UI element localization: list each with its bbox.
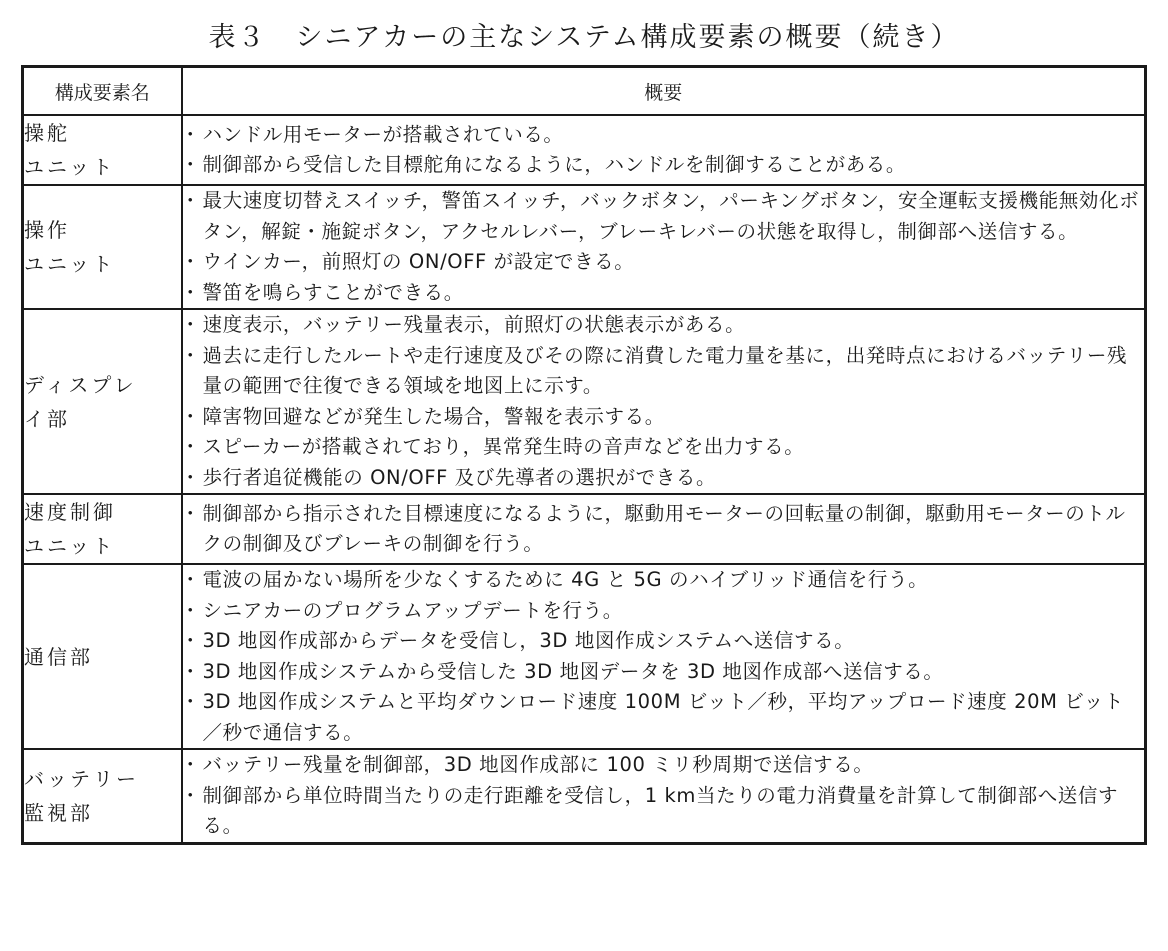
list-item: ・ 警笛を鳴らすことができる。 — [183, 278, 1145, 309]
system-components-table — [21, 65, 1147, 845]
table-row — [23, 115, 1146, 185]
list-item: ・ 3D 地図作成部からデータを受信し，3D 地図作成システムへ送信する。 — [183, 626, 1145, 657]
list-item: ・ 障害物回避などが発生した場合，警報を表示する。 — [183, 402, 1145, 433]
table-caption: 表３ シニアカーの主なシステム構成要素の概要（続き） — [208, 22, 960, 53]
list-item: ・ スピーカーが搭載されており，異常発生時の音声などを出力する。 — [183, 432, 1145, 463]
table-row — [23, 749, 1146, 843]
component-overview — [182, 115, 1146, 185]
list-item: ・ 制御部から指示された目標速度になるように，駆動用モーターの回転量の制御，駆動用モーターのトルクの制御及びブレーキの制御を行う。 — [183, 499, 1145, 560]
list-item: ・ 制御部から受信した目標舵角になるように，ハンドルを制御することがある。 — [183, 150, 1145, 181]
component-name: バッテリー 監視部 — [23, 749, 182, 843]
component-name: 速度制御 ユニット — [23, 494, 182, 564]
table-row — [23, 564, 1146, 749]
component-name: ディスプレ イ部 — [23, 309, 182, 494]
component-name: 通信部 — [23, 564, 182, 749]
list-item: ・ 速度表示，バッテリー残量表示，前照灯の状態表示がある。 — [183, 310, 1145, 341]
table-row — [23, 185, 1146, 309]
component-overview — [182, 749, 1146, 843]
list-item: ・ ハンドル用モーターが搭載されている。 — [183, 120, 1145, 151]
list-item: ・ 過去に走行したルートや走行速度及びその際に消費した電力量を基に，出発時点におけるバッテリー残量の範囲で往復できる領域を地図上に示す。 — [183, 341, 1145, 402]
list-item: ・ バッテリー残量を制御部，3D 地図作成部に 100 ミリ秒周期で送信する。 — [183, 750, 1145, 781]
list-item: ・ 最大速度切替えスイッチ，警笛スイッチ，バックボタン，パーキングボタン，安全運転支援機能無効化ボタン，解錠・施錠ボタン，アクセルレバー，ブレーキレバーの状態を取得し，制御部へ送信する。 — [183, 186, 1145, 247]
list-item: ・ 制御部から単位時間当たりの走行距離を受信し，1 km当たりの電力消費量を計算して制御部へ送信する。 — [183, 781, 1145, 842]
component-name: 操舵 ユニット — [23, 115, 182, 185]
table-row — [23, 309, 1146, 494]
list-item: ・ ウインカー，前照灯の ON/OFF が設定できる。 — [183, 247, 1145, 278]
list-item: ・ 3D 地図作成システムと平均ダウンロード速度 100M ビット／秒，平均アップロード速度 20M ビット／秒で通信する。 — [183, 687, 1145, 748]
list-item: ・ 歩行者追従機能の ON/OFF 及び先導者の選択ができる。 — [183, 463, 1145, 494]
component-overview — [182, 309, 1146, 494]
list-item: ・ 電波の届かない場所を少なくするために 4G と 5G のハイブリッド通信を行う。 — [183, 565, 1145, 596]
component-overview — [182, 185, 1146, 309]
component-name: 操作 ユニット — [23, 185, 182, 309]
component-overview — [182, 564, 1146, 749]
list-item: ・ シニアカーのプログラムアップデートを行う。 — [183, 596, 1145, 627]
list-item: ・ 3D 地図作成システムから受信した 3D 地図データを 3D 地図作成部へ送信する。 — [183, 657, 1145, 688]
table-row — [23, 494, 1146, 564]
header-row — [23, 67, 1146, 116]
header-component-name: 構成要素名 — [23, 67, 182, 116]
component-overview — [182, 494, 1146, 564]
header-overview: 概要 — [182, 67, 1146, 116]
